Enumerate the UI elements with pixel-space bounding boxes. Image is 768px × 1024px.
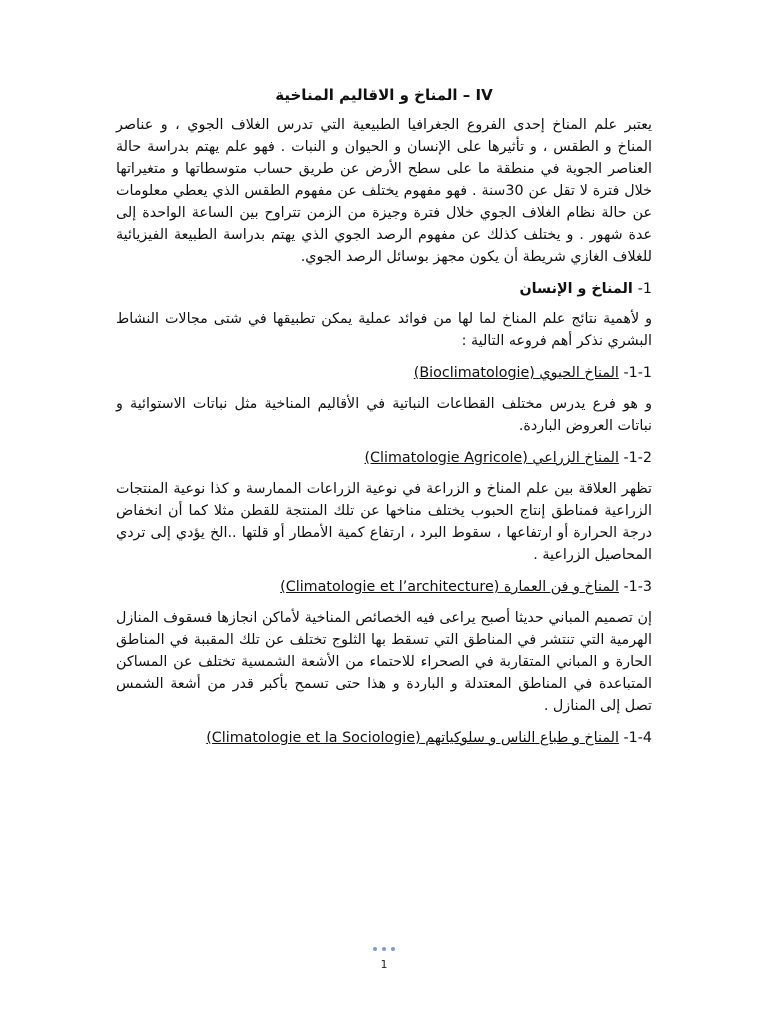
subsection-number: 1-1- bbox=[623, 365, 652, 381]
subsection-title-latin: (Climatologie Agricole) bbox=[364, 450, 528, 466]
subsection-title bbox=[280, 579, 619, 595]
subsection-title-latin: (Bioclimatologie) bbox=[413, 365, 535, 381]
subsection-title-ar: المناخ الزراعي bbox=[532, 450, 619, 466]
subsection-title bbox=[414, 365, 619, 381]
subsection-title-ar: المناخ و فن العمارة bbox=[503, 579, 619, 595]
subsection-heading-sociology bbox=[116, 727, 652, 749]
dot-icon bbox=[391, 947, 395, 951]
footer-dots-icon bbox=[373, 947, 395, 951]
page-footer bbox=[0, 936, 768, 971]
subsection-number: 1-3- bbox=[623, 579, 652, 595]
dot-icon bbox=[382, 947, 386, 951]
dot-icon bbox=[373, 947, 377, 951]
subsection-title-latin: (Climatologie et l’architecture) bbox=[280, 579, 500, 595]
subsection-title bbox=[206, 730, 619, 746]
subsection-number: 1-2- bbox=[623, 450, 652, 466]
section-number: 1- bbox=[637, 281, 652, 297]
subsection-heading-bioclimatology bbox=[116, 362, 652, 384]
document-body bbox=[116, 84, 652, 758]
section-paragraph: و لأهمية نتائج علم المناخ لما لها من فوائد عملية يمكن تطبيقها في شتى مجالات النشاط البشري نذكر أهم فروعه التالية : bbox=[116, 311, 652, 349]
page-number: 1 bbox=[380, 958, 388, 971]
subsection-title-ar: المناخ و طباع الناس و سلوكياتهم bbox=[425, 730, 619, 746]
subsection-paragraph: تظهر العلاقة بين علم المناخ و الزراعة في نوعية الزراعات الممارسة و كذا نوعية المنتجات الزراعية فمناطق إنتاج الحبوب يختلف مناخها عن تلك المنتجة للقطن مثلا كما أن انخفاض درجة الحرارة أو ارتفاعها ، سقوط البرد ، ارتفاع كمية الأمطار أو قلتها ..الخ يؤدي إلى تردي المحاصيل الزراعية . bbox=[116, 481, 652, 563]
subsection-title bbox=[364, 450, 618, 466]
subsection-number: 1-4- bbox=[623, 730, 652, 746]
intro-paragraph: يعتبر علم المناخ إحدى الفروع الجغرافيا الطبيعية التي تدرس الغلاف الجوي ، و عناصر المناخ و الطقس ، و تأثيرها على الإنسان و الحيوان و النبات . فهو علم يهتم بدراسة حالة العناصر الجوية في منطقة ما على سطح الأرض عن طريق حساب متوسطاتها و متغيراتها خلال فترة لا تقل عن 30سنة . فهو مفهوم يختلف عن مفهوم الطقس الذي يعطي معلومات عن حالة نظام الغلاف الجوي خلال فترة وجيزة من الزمن تتراوح بين الساعة الواحدة إلى عدة شهور . و يختلف كذلك عن مفهوم الرصد الجوي الذي يهتم بدراسة الطبيعة الفيزيائية للغلاف الغازي شريطة أن يكون مجهز بوسائل الرصد الجوي. bbox=[116, 117, 652, 265]
page-title: IV – المناخ و الاقاليم المناخية bbox=[275, 86, 493, 104]
subsection-heading-architecture bbox=[116, 576, 652, 598]
section-heading-climate-human bbox=[116, 278, 652, 300]
subsection-paragraph: إن تصميم المباني حديثا أصبح يراعى فيه الخصائص المناخية لأماكن انجازها فسقوف المنازل الهرمية التي تنتشر في المناطق التي تسقط بها الثلوج تختلف عن تلك المقببة في المناطق الحارة و المباني المتقاربة في الصحراء للاحتماء من الأشعة الشمسية تختلف عن المساكن المتباعدة في المناطق المعتدلة و الباردة و هذا حتى تسمح بأكبر قدر من أشعة الشمس تصل إلى المنازل . bbox=[116, 610, 652, 714]
subsection-heading-agricultural bbox=[116, 447, 652, 469]
subsection-title-latin: (Climatologie et la Sociologie) bbox=[206, 730, 421, 746]
subsection-paragraph: و هو فرع يدرس مختلف القطاعات النباتية في الأقاليم المناخية مثل نباتات الاستوائية و نباتات العروض الباردة. bbox=[116, 396, 652, 434]
subsection-title-ar: المناخ الحيوي bbox=[539, 365, 619, 381]
section-title: المناخ و الإنسان bbox=[519, 281, 633, 297]
